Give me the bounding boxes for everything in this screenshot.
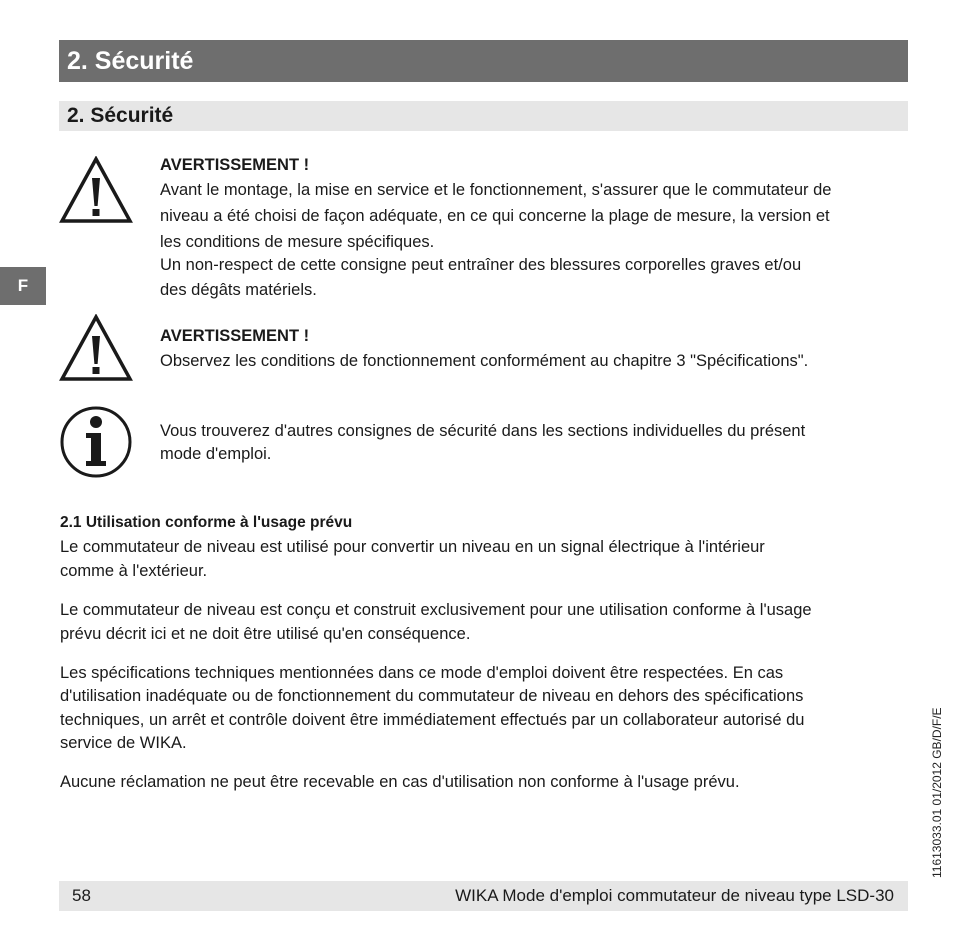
footer-bar xyxy=(59,881,908,911)
warning-1-heading: AVERTISSEMENT ! xyxy=(160,156,310,174)
warning-1-line: des dégâts matériels. xyxy=(160,281,317,299)
document-reference: 11613033.01 01/2012 GB/D/F/E xyxy=(930,707,944,878)
info-icon xyxy=(59,405,133,479)
paragraph-line: service de WIKA. xyxy=(60,734,187,752)
paragraph-line: Le commutateur de niveau est utilisé pour convertir un niveau en un signal électrique à l'intérieur xyxy=(60,538,765,556)
paragraph-line: Aucune réclamation ne peut être recevable en cas d'utilisation non conforme à l'usage prévu. xyxy=(60,773,740,791)
warning-1-line: niveau a été choisi de façon adéquate, en ce qui concerne la plage de mesure, la version et xyxy=(160,207,830,225)
warning-1-line: Avant le montage, la mise en service et le fonctionnement, s'assurer que le commutateur de xyxy=(160,181,832,199)
paragraph-line: techniques, un arrêt et contrôle doivent être immédiatement effectués par un collaborateur autorisé du xyxy=(60,711,805,729)
paragraph-line: prévu décrit ici et ne doit être utilisé qu'en conséquence. xyxy=(60,625,471,643)
info-line: mode d'emploi. xyxy=(160,445,272,463)
paragraph-line: Le commutateur de niveau est conçu et construit exclusivement pour une utilisation conforme à l'usage xyxy=(60,601,812,619)
paragraph-line: Les spécifications techniques mentionnées dans ce mode d'emploi doivent être respectées. En cas xyxy=(60,664,784,682)
warning-triangle-icon xyxy=(59,156,133,224)
paragraph-line: d'utilisation inadéquate ou de fonctionnement du commutateur de niveau en dehors des spécifications xyxy=(60,687,804,705)
footer-document-title: WIKA Mode d'emploi commutateur de niveau type LSD-30 xyxy=(455,886,894,905)
warning-triangle-icon xyxy=(59,314,133,382)
warning-2-line: Observez les conditions de fonctionnement conformément au chapitre 3 "Spécifications". xyxy=(160,352,809,370)
warning-2-heading: AVERTISSEMENT ! xyxy=(160,327,310,345)
subsection-title: 2.1 Utilisation conforme à l'usage prévu xyxy=(60,514,353,531)
language-tab: F xyxy=(0,267,46,305)
warning-1-line: les conditions de mesure spécifiques. xyxy=(160,233,435,251)
chapter-title-bar: 2. Sécurité xyxy=(59,40,908,82)
paragraph-line: comme à l'extérieur. xyxy=(60,562,208,580)
warning-1-line: Un non-respect de cette consigne peut entraîner des blessures corporelles graves et/ou xyxy=(160,256,802,274)
info-line: Vous trouverez d'autres consignes de sécurité dans les sections individuelles du présent xyxy=(160,422,806,440)
page-number: 58 xyxy=(72,886,91,905)
section-title-bar: 2. Sécurité xyxy=(59,101,908,131)
